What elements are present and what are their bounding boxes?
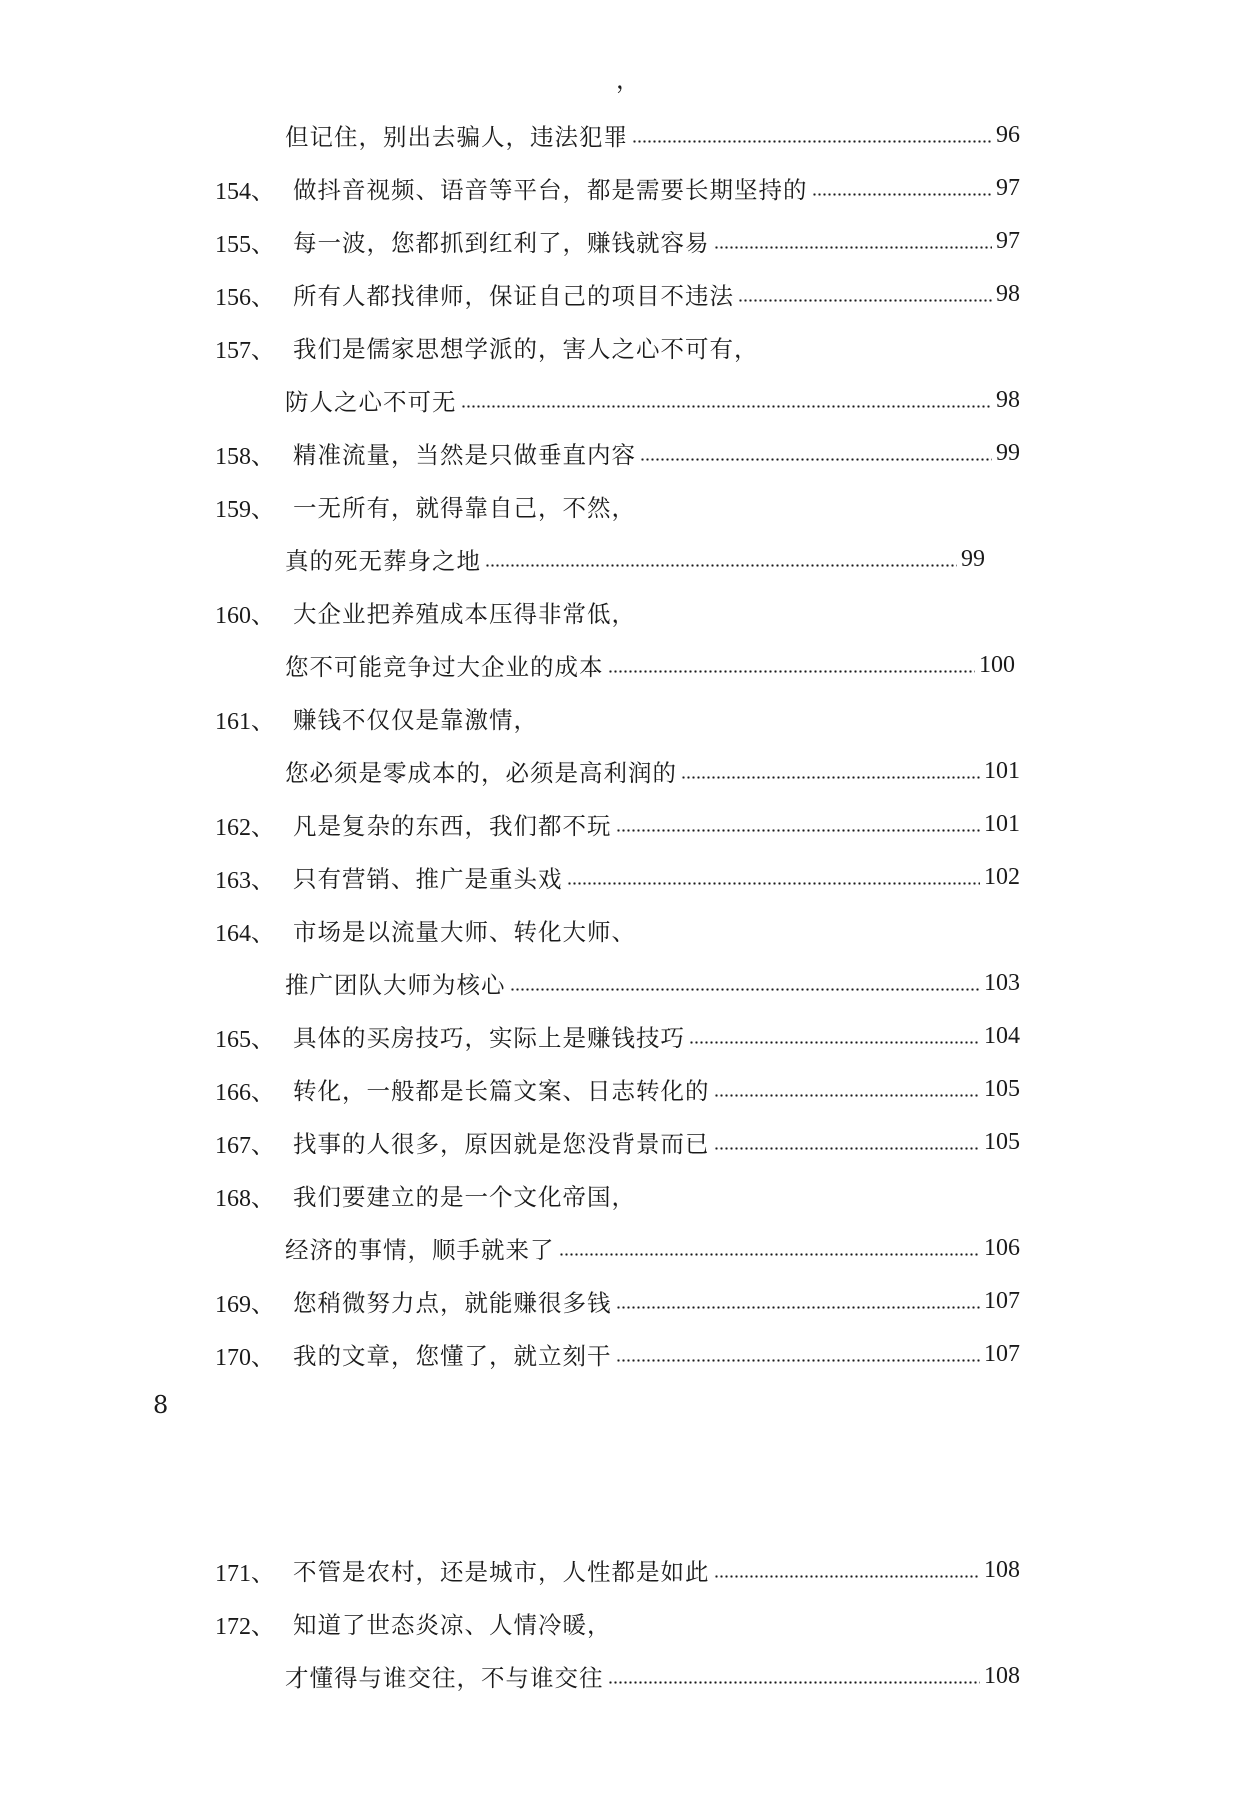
toc-entry-number: 162、 — [215, 814, 275, 841]
toc-line — [215, 1016, 1020, 1056]
toc-entry-page: 101 — [984, 810, 1020, 837]
toc-line — [215, 1550, 1020, 1590]
toc-entry-title: 不管是农村，还是城市，人性都是如此 — [293, 1558, 710, 1586]
toc-entry-title: 转化，一般都是长篇文案、日志转化的 — [293, 1077, 710, 1105]
toc-line — [215, 1122, 1020, 1162]
toc-entry-number: 161、 — [215, 708, 275, 735]
toc-entry-number: 172、 — [215, 1613, 275, 1640]
toc-entry-number: 156、 — [215, 284, 275, 311]
toc-line — [285, 380, 1020, 420]
toc-line — [215, 1175, 636, 1215]
toc-entry-number: 169、 — [215, 1291, 275, 1318]
toc-line — [285, 539, 985, 579]
dot-leader — [640, 452, 992, 466]
toc-entry-number: 160、 — [215, 602, 275, 629]
toc-entry-page: 98 — [996, 386, 1020, 413]
toc-entry-title: 精准流量，当然是只做垂直内容 — [293, 441, 636, 469]
toc-entry-number: 171、 — [215, 1560, 275, 1587]
toc-entry-title: 我们要建立的是一个文化帝国， — [293, 1183, 636, 1211]
toc-entry-page: 108 — [984, 1556, 1020, 1583]
dot-leader — [632, 134, 992, 148]
toc-entry-page: 100 — [979, 651, 1015, 678]
toc-entry-title: 做抖音视频、语音等平台，都是需要长期坚持的 — [293, 176, 808, 204]
toc-entry-number: 165、 — [215, 1026, 275, 1053]
toc-line — [215, 433, 1020, 473]
toc-entry-page: 107 — [984, 1340, 1020, 1367]
dot-leader — [559, 1247, 981, 1261]
toc-line — [215, 1603, 612, 1643]
toc-line — [215, 804, 1020, 844]
toc-entry-page: 98 — [996, 280, 1020, 307]
toc-entry-title: 知道了世态炎凉、人情冷暖， — [293, 1611, 612, 1639]
top-mark: ， — [616, 66, 640, 94]
dot-leader — [812, 187, 993, 201]
toc-entry-title: 但记住，别出去骗人，违法犯罪 — [285, 123, 628, 151]
toc-entry-title: 所有人都找律师，保证自己的项目不违法 — [293, 282, 734, 310]
toc-line — [215, 910, 636, 950]
toc-entry-page: 106 — [984, 1234, 1020, 1261]
dot-leader — [689, 1035, 980, 1049]
toc-entry-title: 凡是复杂的东西，我们都不玩 — [293, 812, 612, 840]
toc-entry-number: 167、 — [215, 1132, 275, 1159]
toc-entry-page: 103 — [984, 969, 1020, 996]
toc-line — [215, 857, 1020, 897]
toc-line — [215, 221, 1020, 261]
toc-entry-title: 一无所有，就得靠自己，不然， — [293, 494, 636, 522]
toc-line — [215, 1281, 1020, 1321]
toc-line — [215, 486, 636, 526]
toc-line — [215, 1069, 1020, 1109]
toc-entry-title: 具体的买房技巧，实际上是赚钱技巧 — [293, 1024, 685, 1052]
dot-leader — [616, 1300, 981, 1314]
dot-leader — [616, 823, 981, 837]
toc-entry-page: 101 — [984, 757, 1020, 784]
toc-entry-number: 158、 — [215, 443, 275, 470]
toc-entry-page: 105 — [984, 1128, 1020, 1155]
toc-entry-title: 您必须是零成本的，必须是高利润的 — [285, 759, 677, 787]
page-number: 8 — [153, 1391, 169, 1419]
toc-entry-title: 您不可能竞争过大企业的成本 — [285, 653, 604, 681]
toc-line — [215, 327, 759, 367]
toc-line — [285, 115, 1020, 155]
dot-leader — [714, 1569, 981, 1583]
toc-line — [285, 645, 1015, 685]
dot-leader — [608, 1675, 981, 1689]
dot-leader — [485, 558, 957, 572]
toc-entry-number: 170、 — [215, 1344, 275, 1371]
toc-entry-title: 找事的人很多，原因就是您没背景而已 — [293, 1130, 710, 1158]
toc-entry-number: 166、 — [215, 1079, 275, 1106]
toc-line — [215, 1334, 1020, 1374]
toc-entry-title: 市场是以流量大师、转化大师、 — [293, 918, 636, 946]
toc-entry-page: 108 — [984, 1662, 1020, 1689]
toc-entry-title: 经济的事情，顺手就来了 — [285, 1236, 555, 1264]
toc-entry-number: 154、 — [215, 178, 275, 205]
toc-entry-number: 164、 — [215, 920, 275, 947]
toc-line — [215, 168, 1020, 208]
dot-leader — [714, 240, 993, 254]
toc-line — [285, 1228, 1020, 1268]
toc-entry-title: 我的文章，您懂了，就立刻干 — [293, 1342, 612, 1370]
toc-line — [215, 274, 1020, 314]
toc-line — [285, 1656, 1020, 1696]
toc-entry-page: 99 — [996, 439, 1020, 466]
toc-entry-title: 真的死无葬身之地 — [285, 547, 481, 575]
dot-leader — [738, 293, 992, 307]
toc-entry-number: 168、 — [215, 1185, 275, 1212]
toc-entry-page: 104 — [984, 1022, 1020, 1049]
toc-line — [215, 698, 538, 738]
dot-leader — [608, 664, 976, 678]
toc-entry-page: 99 — [961, 545, 985, 572]
dot-leader — [714, 1088, 981, 1102]
dot-leader — [681, 770, 980, 784]
toc-entry-page: 96 — [996, 121, 1020, 148]
toc-entry-page: 107 — [984, 1287, 1020, 1314]
toc-entry-title: 推广团队大师为核心 — [285, 971, 506, 999]
toc-entry-number: 155、 — [215, 231, 275, 258]
toc-entry-number: 163、 — [215, 867, 275, 894]
toc-line — [215, 592, 636, 632]
toc-entry-title: 您稍微努力点，就能赚很多钱 — [293, 1289, 612, 1317]
dot-leader — [461, 399, 993, 413]
toc-entry-title: 大企业把养殖成本压得非常低， — [293, 600, 636, 628]
toc-entry-title: 只有营销、推广是重头戏 — [293, 865, 563, 893]
toc-entry-title: 防人之心不可无 — [285, 388, 457, 416]
toc-entry-title: 我们是儒家思想学派的，害人之心不可有， — [293, 335, 759, 363]
toc-entry-title: 每一波，您都抓到红利了，赚钱就容易 — [293, 229, 710, 257]
dot-leader — [714, 1141, 981, 1155]
dot-leader — [567, 876, 981, 890]
toc-entry-title: 赚钱不仅仅是靠激情， — [293, 706, 538, 734]
toc-entry-page: 97 — [996, 174, 1020, 201]
toc-entry-page: 105 — [984, 1075, 1020, 1102]
toc-entry-page: 97 — [996, 227, 1020, 254]
dot-leader — [510, 982, 981, 996]
toc-line — [285, 963, 1020, 1003]
toc-line — [285, 751, 1020, 791]
toc-entry-page: 102 — [984, 863, 1020, 890]
toc-entry-title: 才懂得与谁交往，不与谁交往 — [285, 1664, 604, 1692]
toc-entry-number: 159、 — [215, 496, 275, 523]
dot-leader — [616, 1353, 981, 1367]
toc-entry-number: 157、 — [215, 337, 275, 364]
